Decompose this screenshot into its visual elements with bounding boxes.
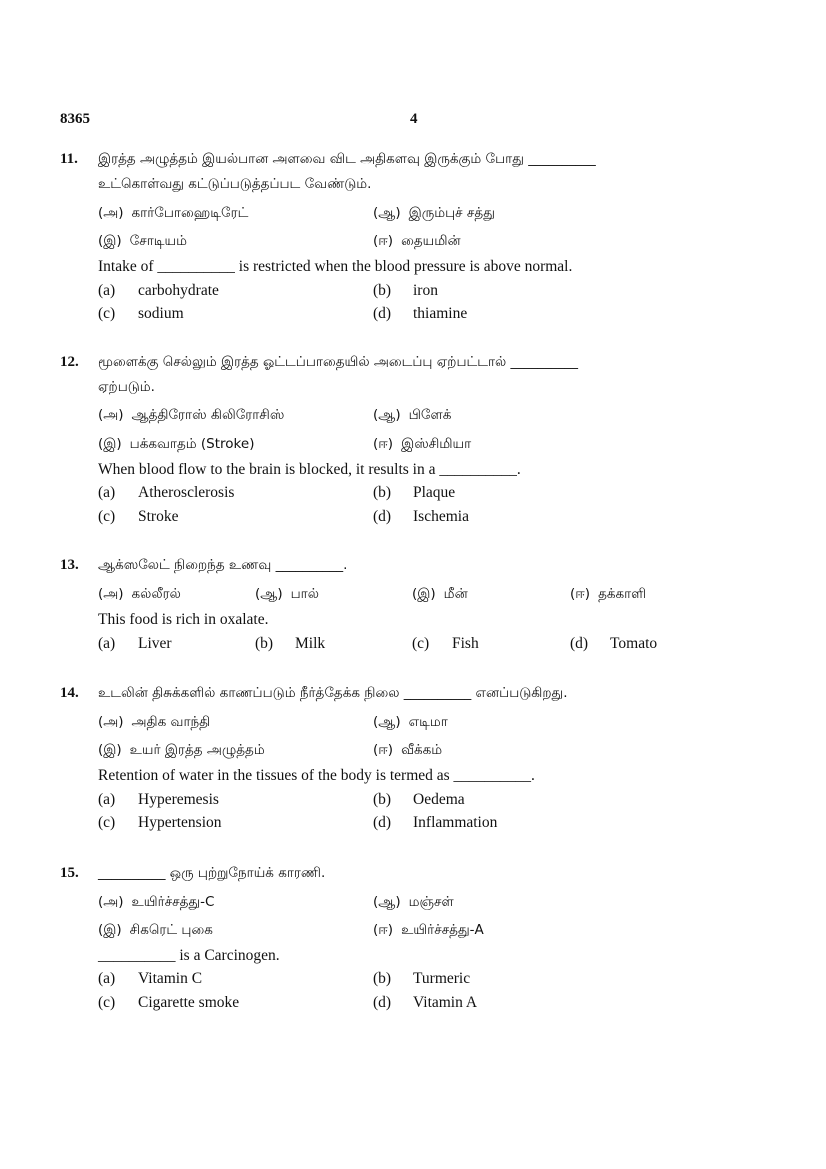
option-text: carbohydrate — [138, 282, 219, 299]
option-label: (b) — [373, 970, 392, 987]
english-option-a — [98, 635, 172, 653]
option-text: Liver — [138, 635, 172, 652]
option-label: (ஈ) — [570, 586, 591, 602]
english-option-a — [98, 791, 219, 809]
option-label: (ஆ) — [373, 714, 401, 730]
option-label: (ஈ) — [373, 233, 394, 249]
option-text: சிகரெட் புகை — [129, 922, 213, 938]
option-label: (d) — [373, 508, 392, 525]
option-label: (ஈ) — [373, 922, 394, 938]
option-text: தையமின் — [401, 233, 461, 249]
option-text: Turmeric — [413, 970, 471, 987]
english-question: __________ is a Carcinogen. — [98, 947, 280, 964]
option-text: Milk — [295, 635, 326, 652]
english-option-d — [373, 994, 477, 1012]
option-label: (b) — [373, 282, 392, 299]
page-number: 4 — [410, 111, 418, 127]
tamil-option-a — [98, 205, 248, 223]
english-question: Intake of __________ is restricted when the blood pressure is above normal. — [98, 258, 573, 275]
page-header — [60, 111, 760, 131]
tamil-option-b — [373, 407, 451, 425]
option-text: அதிக வாந்தி — [131, 714, 211, 730]
option-label: (c) — [98, 305, 116, 322]
english-option-b — [373, 970, 470, 988]
tamil-option-c — [98, 436, 254, 454]
option-text: உயிர்ச்சத்து-A — [401, 922, 484, 938]
english-question: When blood flow to the brain is blocked, it results in a __________. — [98, 461, 521, 478]
question-number: 12. — [60, 354, 79, 370]
option-text: பக்கவாதம் (Stroke) — [129, 436, 255, 452]
tamil-option-d — [373, 922, 484, 940]
option-text: பால் — [290, 586, 319, 602]
option-text: வீக்கம் — [401, 742, 443, 758]
option-label: (c) — [412, 635, 430, 652]
question-number: 11. — [60, 151, 78, 167]
option-label: (ஆ) — [255, 586, 283, 602]
option-label: (அ) — [98, 205, 124, 221]
option-text: Oedema — [413, 791, 465, 808]
option-label: (a) — [98, 970, 116, 987]
option-label: (a) — [98, 635, 116, 652]
option-label: (a) — [98, 282, 116, 299]
option-label: (d) — [570, 635, 589, 652]
tamil-question-line-1: __________ ஒரு புற்றுநோய்க் காரணி. — [98, 865, 326, 881]
option-label: (b) — [255, 635, 274, 652]
option-label: (d) — [373, 994, 392, 1011]
option-text: Hyperemesis — [138, 791, 219, 808]
tamil-option-b — [373, 894, 454, 912]
english-option-c — [98, 508, 178, 526]
question-number: 13. — [60, 557, 79, 573]
option-label: (இ) — [412, 586, 436, 602]
option-label: (d) — [373, 305, 392, 322]
option-label: (ஆ) — [373, 205, 401, 221]
option-text: Vitamin C — [138, 970, 203, 987]
option-label: (இ) — [98, 436, 122, 452]
option-label: (ஈ) — [373, 742, 394, 758]
option-label: (ஆ) — [373, 407, 401, 423]
option-text: Tomato — [610, 635, 658, 652]
option-text: சோடியம் — [129, 233, 187, 249]
paper-code: 8365 — [60, 111, 90, 127]
tamil-option-d — [570, 586, 646, 604]
tamil-option-a — [98, 714, 210, 732]
option-text: Stroke — [138, 508, 179, 525]
english-option-b — [373, 282, 438, 300]
option-text: உயர் இரத்த அழுத்தம் — [129, 742, 265, 758]
tamil-option-d — [373, 436, 471, 454]
option-text: Cigarette smoke — [138, 994, 240, 1011]
english-option-c — [98, 994, 239, 1012]
tamil-question-line-1: இரத்த அழுத்தம் இயல்பான அளவை விட அதிகளவு இருக்கும் போது __________ — [98, 151, 596, 167]
option-label: (c) — [98, 814, 116, 831]
option-text: Ischemia — [413, 508, 469, 525]
option-text: Atherosclerosis — [138, 484, 235, 501]
tamil-option-a — [98, 894, 214, 912]
option-text: Inflammation — [413, 814, 498, 831]
option-label: (இ) — [98, 742, 122, 758]
tamil-option-b — [373, 714, 448, 732]
option-label: (இ) — [98, 922, 122, 938]
tamil-question-line-1: ஆக்ஸலேட் நிறைந்த உணவு __________. — [98, 557, 348, 573]
tamil-option-c — [412, 586, 468, 604]
option-text: thiamine — [413, 305, 468, 322]
option-text: Vitamin A — [413, 994, 478, 1011]
option-label: (c) — [98, 994, 116, 1011]
option-text: இஸ்சிமியா — [401, 436, 472, 452]
option-label: (a) — [98, 791, 116, 808]
option-text: கல்லீரல் — [131, 586, 181, 602]
english-option-a — [98, 282, 219, 300]
option-text: Plaque — [413, 484, 456, 501]
english-option-d — [373, 814, 497, 832]
tamil-option-d — [373, 233, 461, 251]
english-option-d — [570, 635, 657, 653]
option-text: மீன் — [443, 586, 468, 602]
english-option-b — [373, 791, 465, 809]
option-label: (அ) — [98, 714, 124, 730]
option-text: மஞ்சள் — [408, 894, 454, 910]
option-label: (a) — [98, 484, 116, 501]
tamil-question-line-2: உட்கொள்வது கட்டுப்படுத்தப்பட வேண்டும். — [98, 176, 372, 192]
english-option-d — [373, 305, 467, 323]
tamil-option-b — [255, 586, 319, 604]
english-option-a — [98, 484, 234, 502]
option-label: (அ) — [98, 407, 124, 423]
option-text: iron — [413, 282, 438, 299]
tamil-option-c — [98, 742, 265, 760]
tamil-question-line-1: மூளைக்கு செல்லும் இரத்த ஓட்டப்பாதையில் அடைப்பு ஏற்பட்டால் __________ — [98, 354, 579, 370]
tamil-option-a — [98, 407, 284, 425]
english-option-a — [98, 970, 202, 988]
option-text: Fish — [452, 635, 479, 652]
option-text: இரும்புச் சத்து — [408, 205, 495, 221]
option-label: (இ) — [98, 233, 122, 249]
english-option-c — [98, 814, 222, 832]
english-option-c — [412, 635, 479, 653]
tamil-question-line-1: உடலின் திசுக்களில் காணப்படும் நீர்த்தேக்க நிலை __________ எனப்படுகிறது. — [98, 685, 568, 701]
english-option-b — [255, 635, 325, 653]
option-text: உயிர்ச்சத்து-C — [131, 894, 215, 910]
option-label: (b) — [373, 484, 392, 501]
tamil-option-c — [98, 922, 213, 940]
english-question: This food is rich in oxalate. — [98, 611, 269, 628]
question-number: 15. — [60, 865, 79, 881]
option-text: எடிமா — [408, 714, 448, 730]
english-option-c — [98, 305, 184, 323]
english-question: Retention of water in the tissues of the body is termed as __________. — [98, 767, 535, 784]
tamil-question-line-2: ஏற்படும். — [98, 379, 155, 395]
option-text: தக்காளி — [598, 586, 647, 602]
option-label: (b) — [373, 791, 392, 808]
tamil-option-c — [98, 233, 187, 251]
option-label: (c) — [98, 508, 116, 525]
option-text: கார்போஹைடிரேட் — [131, 205, 249, 221]
option-label: (அ) — [98, 586, 124, 602]
option-text: ஆத்திரோஸ் கிலிரோசிஸ் — [131, 407, 285, 423]
english-option-b — [373, 484, 455, 502]
tamil-option-b — [373, 205, 495, 223]
option-label: (ஆ) — [373, 894, 401, 910]
option-text: பிளேக் — [408, 407, 452, 423]
option-text: Hypertension — [138, 814, 222, 831]
question-number: 14. — [60, 685, 79, 701]
tamil-option-d — [373, 742, 442, 760]
tamil-option-a — [98, 586, 181, 604]
option-label: (d) — [373, 814, 392, 831]
option-label: (அ) — [98, 894, 124, 910]
option-label: (ஈ) — [373, 436, 394, 452]
english-option-d — [373, 508, 469, 526]
option-text: sodium — [138, 305, 184, 322]
